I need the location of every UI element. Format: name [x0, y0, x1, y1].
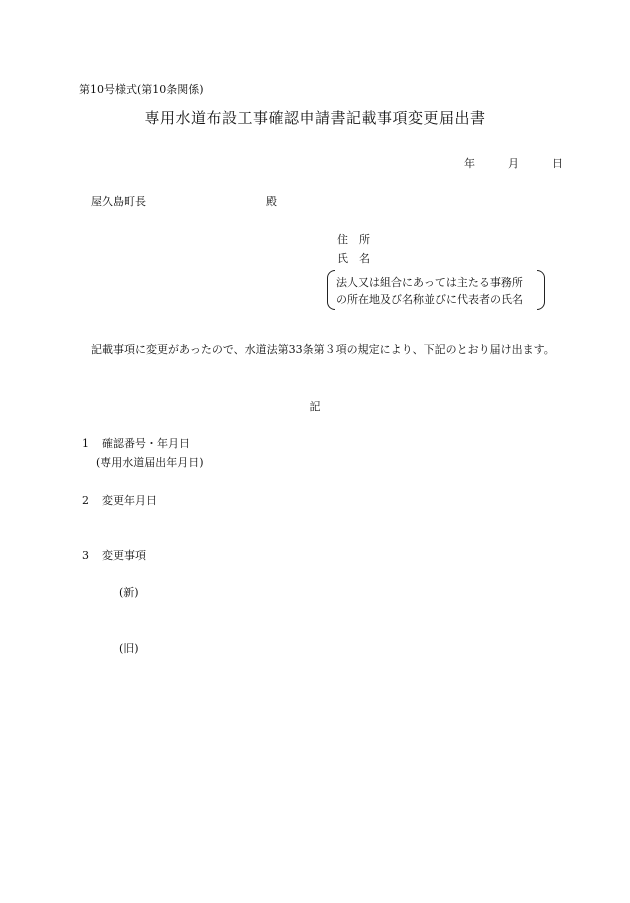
document-title: 専用水道布設工事確認申請書記載事項変更届出書: [144, 109, 486, 127]
change-old-label: (旧): [119, 642, 139, 655]
change-new-label: (新): [119, 586, 139, 599]
applicant-name-label: 氏 名: [337, 252, 370, 265]
item-3-number: 3: [82, 549, 89, 562]
item-2: [82, 492, 157, 508]
item-1-number: 1: [82, 437, 89, 450]
body-paragraph: [79, 340, 559, 359]
item-2-number: 2: [82, 494, 89, 507]
applicant-note: [336, 274, 523, 308]
form-number: 第10号様式(第10条関係): [79, 83, 204, 96]
item-1-sub: (専用水道届出年月日): [96, 456, 204, 469]
item-3-label: 変更事項: [102, 549, 146, 562]
applicant-address-label: 住 所: [337, 233, 370, 246]
left-bracket: [327, 270, 335, 310]
item-2-label: 変更年月日: [102, 494, 157, 507]
body-text: 記載事項に変更があったので、水道法第33条第３項の規定により、下記のとおり届け出ます。: [91, 343, 555, 356]
date-year: 年: [464, 157, 475, 170]
date-month: 月: [508, 157, 519, 170]
honorific: 殿: [266, 195, 277, 208]
note-line-2: の所在地及び名称並びに代表者の氏名: [336, 293, 523, 306]
date-line: [464, 155, 563, 171]
note-line-1: 法人又は組合にあっては主たる事務所: [336, 276, 523, 289]
item-1: [82, 435, 190, 451]
right-bracket: [537, 270, 545, 310]
item-3: [82, 547, 146, 563]
date-day: 日: [552, 157, 563, 170]
addressee: 屋久島町長: [91, 195, 146, 208]
ki-heading: 記: [309, 400, 321, 413]
item-1-label: 確認番号・年月日: [102, 437, 190, 450]
applicant-note-bracket: [327, 270, 545, 310]
